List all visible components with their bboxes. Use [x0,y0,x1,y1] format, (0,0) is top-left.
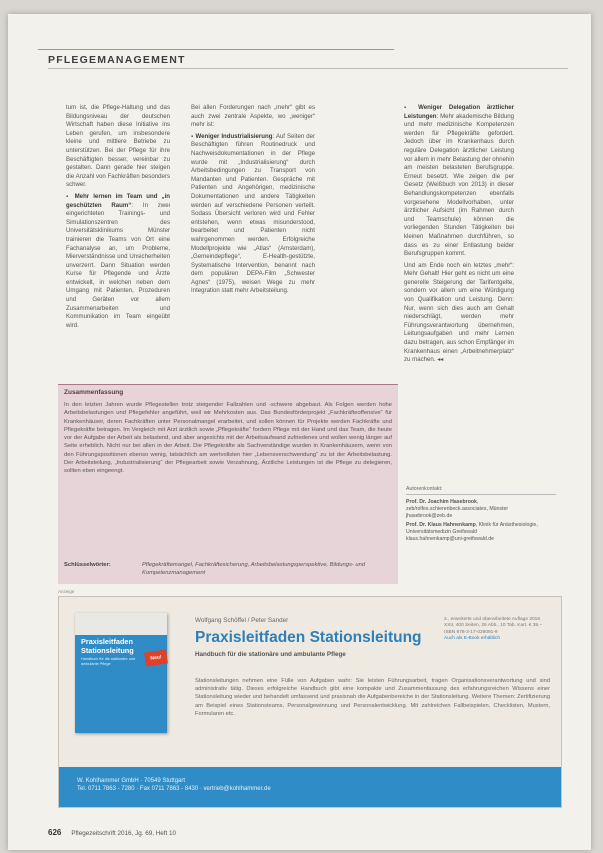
bullet-text: : Auf Seiten der Beschäftigten führen Routinedruck und Nachweisdokumentationen in der Pflege wurde mit „Industrialisierung“ durch Arbeitsbedingungen zu Transport von Mandanten und Patienten. Gespräche mit Patienten und Angehörigen, medizinische Dokumentationen und andere Tätigkeiten werden auf verschiedene Personen verteilt. Sodass Übersicht verloren wird und Fehler entstehen, wenn etwas misunderstood, bearbeitet und Patienten nicht wahrgenommen werden. Erfolgreiche Modellprojekte wie „Atlas“ (Amsterdam), „Gemeindepflege“, E-Health-gestützte, Systematische Intervention, benannt nach dem populären DEPA-Film „Schwester Agnes“ (1975), weisen Wege zu mehr Integration statt mehr Arbeitsteilung. [191,132,316,295]
ad-subtitle: Handbuch für die stationäre und ambulante Pflege [195,651,346,658]
book-cover [75,613,167,733]
journal-citation: Pflegezeitschrift 2016, Jg. 69, Heft 10 [71,830,177,837]
section-header: PFLEGEMANAGEMENT [48,54,186,66]
author-contact-title: Autorenkontakt: [406,486,556,495]
ad-book-info [444,617,554,643]
summary-title: Zusammenfassung [64,389,124,396]
paragraph: Und am Ende noch ein letztes „mehr“: Mehr Gehalt! Hier geht es nicht um eine generelle Steigerung der Tarifentgelte, sondern vor allem um eine Würdigung von Qualifikation und Leistung. Denn: Nur, wenn sich dies auch am Gehalt niederschlägt, werden mehr Führungsverantwortung übernehmen, Leitungsaufgaben und mehr Lernen dazu betragen, aus schon Empfänger im Krankenhaus einen „Arbeitnehmerplatz“ zu machen. ◂◂ [404,261,514,364]
ad-info-line: ISBN 978-3-17-029091-9 [444,629,498,635]
keywords-label: Schlüsselwörter: [64,562,111,568]
keywords-value: Pflegekräftemangel, Fachkräftesicherung, Arbeitsbelastungsperspektive, Bildungs- und Kompetenzmanagement [142,562,366,576]
bullet-text: : In zwei eingerichteten Trainings- und Simulationszentren des Universitätsklinikums Münster trainieren die Teams von Ort eine Fachanalyse an, um Probleme, Mierverständnisse und Unsicherheiten unverzerrt. Dann Situation werden Kurse für Pflegende und Ärzte entwickelt, in welchen neben dem Umgang mit Patienten, Prozeduren und Geräten vor allem Zusammenarbeiten und Kommunikation im Team eingeübt wird. [66,201,170,329]
author-affiliation: , Klinik für Anästhesiologie, Universitätsmedizin Greifswald [406,522,538,535]
ad-publisher: W. Kohlhammer GmbH · 70549 Stuttgart [77,778,186,784]
summary-box [58,384,398,584]
page-number: 626 [48,828,62,837]
paragraph: Bei allen Forderungen nach „mehr“ gibt es auch zwei zentrale Aspekte, wo „weniger“ mehr ist: [191,104,315,129]
bullet-heading: Mehr lernen im Team und „in geschützten Raum“ [66,192,170,209]
paragraph: tum ist, die Pflege-Haltung und das Bildungsniveau der deutschen Wirtschaft haben diese Initiative ins Leben gerufen, um insbesondere kleine und mittlere Betriebe zu unterstützen. Bei der Pflege für ihre Beschäftigten besser, vereinbar zu gestalten. Dann gerade hier steigen die Anzahl von Fachkräften besonders schwer. [66,104,170,189]
summary-text: In den letzten Jahren wurde Pflegestellen trotz steigender Fallzahlen und -schwere abgebaut. Als Folgen werden hohe Arbeitsbelastungen und Pflegefehler angeführt, weil wir Mehrkosten aus. Das Bundesförderprojekt „Fachkräfteoffensive“ für Krankenhäuser, deren Fachkräften unter Personalmangel erarbeitet, und sollen können für Projekte werden Fachkräfte und Pflegekräfte betragen. Im Vergleich mit Arzt ärztlich sowie „Pflegekräfte“ fordern Pflege mit der Hand und das Team, die heute vor der Aufgabe der Arbeit als belastend, und aber angesichts mit der Arbeitsaufwand zufriedenes und wollen wenig länger auf Seite erheblich. Nicht nur bei allen in der Arbeit. Die Pflegekräfte als Sachverständige wurden in Krankenhäusern, wenn von den Führungspositionen ebenso wenig, tatsächlich am wertvollsten hier „Lebensverschwendung“ zu ist der Arbeitsbelastung. Der Arbeitsteilung, „Industrialisierung“ der Pflegearbeit sowie Verzahnung, Ärztliche Leistungen ist die Pflege zu delegieren, sollten eben eingeengt. [64,402,392,475]
ad-footer [59,767,561,807]
bullet-paragraph: ▪ Weniger Delegation ärztlicher Leistungen: Mehr akademische Bildung und mehr medizinische Kompetenzen werden für Pflegekräfte gefordert. Jedoch über im Krankenhaus durch reguläre Delegation ärztlicher Leistung vor allem in mehr Belastung der ohnehin am meisten belasteten Berufsgruppe. Erneut besetzt. Wie zeigen die per Gesetz (Weißbuch von 2013) in dieser Behandlungskompetenzen ebenfalls vorgesehene Modellvorhaben, unter ärztlicher Aufsicht (im Rahmen durch und Teamschule) können die vorliegenden Stunden Tätigkeiten bei kleinen Maßnahmen durchführen, so dass es zu einer Entlastung beider Berufsgruppen kommt. [404,104,515,258]
header-band [38,40,394,50]
book-cover-band [75,613,167,635]
ad-authors: Wolfgang Schöffel / Peter Sander [195,617,289,624]
book-advertisement [58,596,562,808]
author-name: Prof. Dr. Klaus Hahnenkamp [406,522,476,528]
author-email[interactable]: jhasebrook@zeb.de [406,513,453,519]
page-footer [48,828,176,837]
ad-contact[interactable]: Tel. 0711 7863 - 7280 · Fax 0711 7863 - 8430 · vertrieb@kohlhammer.de [77,786,271,792]
new-badge: Neu! [144,650,168,667]
author-2 [406,522,556,536]
ad-label: Anzeige [58,589,75,594]
bullet-heading: Weniger Industrialisierung [195,132,273,140]
ad-description: Stationsleitungen nehmen eine Fülle von Aufgaben wahr: Sie leisten Führungsarbeit, tragen Organisationsverantwortung und sind administrativ tätig. Dieses erfolgreiche Handbuch gibt eine kompakte und Zusammenfassung des erfahrungsreichen Wissens einer Stationsleitung wieder und behandelt umfassend und praxisnah die Aufgabenbereiche in der Stationsleitung. Weitere Themen: Zertifizierung am Beispiel eines Stationsteams, Personalgewinnung und Personalentwicklung. Mit zahlreichen Fallbeispielen, Checklisten, Mustern, Formularen etc. [195,678,550,717]
magazine-page [8,14,591,850]
author-name: Prof. Dr. Joachim Hasebrook [406,499,477,505]
book-cover-subtitle: Handbuch für die stationäre und ambulante Pflege [81,657,136,666]
book-cover-title: Praxisleitfaden Stationsleitung [81,637,134,655]
author-email[interactable]: klaus.hahnenkamp@uni-greifswald.de [406,536,495,542]
header-rule [48,68,568,69]
author-contact [406,486,556,543]
text-column-1 [66,104,170,333]
ad-title: Praxisleitfaden Stationsleitung [195,629,422,646]
ad-footer-address [77,777,271,793]
bullet-heading: Weniger Delegation ärztlicher Leistungen [404,104,515,120]
bullet-paragraph: ▪ Weniger Industrialisierung: Auf Seiten der Beschäftigten führen Routinedruck und Nachweisdokumentationen in der Pflege wurde mit „Industrialisierung“ durch Arbeitsbedingungen zu Transport von Mandanten und Patienten. Gespräche mit Patienten und Angehörigen, medizinische Dokumentationen und andere Tätigkeiten werden auf verschiedene Personen verteilt. Sodass Übersicht verloren wird und Fehler entstehen, wenn etwas misunderstood, bearbeitet und Patienten nicht wahrgenommen werden. Erfolgreiche Modellprojekte wie „Atlas“ (Amsterdam), „Gemeindepflege“, E-Health-gestützte, Systematische Intervention, benannt nach dem populären DEPA-Film „Schwester Agnes“ (1975), weisen Wege zu mehr Integration statt mehr Arbeitsteilung. [191,132,316,295]
text-column-2 [191,104,315,299]
author-1 [406,499,556,513]
text-column-3 [404,104,514,368]
ad-info-line: 2., erweiterte und überarbeitete Auflage 2016 [444,617,541,622]
author-affiliation: , zeb/rolfes.schierenbeck.associates, Münster [406,499,509,512]
ad-info-line: XXII, 400 Seiten, 26 Abb., 10 Tab. Kart. € 39,– [444,623,543,629]
ad-info-line: Auch als E-Book erhältlich [444,636,500,642]
bullet-text: : Mehr akademische Bildung und mehr medizinische Kompetenzen werden für Pflegekräfte gefordert. Jedoch über im Krankenhaus durch reguläre Delegation ärztlicher Leistung vor allem in mehr Belastung der ohnehin am meisten belasteten Berufsgruppe. Erneut besetzt. Wie zeigen die per Gesetz (Weißbuch von 2013) in dieser Behandlungskompetenzen ebenfalls vorgesehene Modellvorhaben, unter ärztlicher Aufsicht (im Rahmen durch und Teamschule) können die vorliegenden Stunden Tätigkeiten bei kleinen Maßnahmen durchführen, so dass es zu einer Entlastung beider Berufsgruppen kommt. [404,112,514,258]
bullet-paragraph: ▪ Mehr lernen im Team und „in geschützten Raum“: In zwei eingerichteten Trainings- und Simulationszentren des Universitätsklinikums Münster trainieren die Teams von Ort eine Fachanalyse an, um Probleme, Mierverständnisse und Unsicherheiten unverzerrt. Dann Situation werden Kurse für Pflegende und Ärzte entwickelt, in welchen neben dem Umgang mit Patienten, Prozeduren und Geräten vor allem Zusammenarbeiten und Kommunikation im Team eingeübt wird. [66,192,170,329]
